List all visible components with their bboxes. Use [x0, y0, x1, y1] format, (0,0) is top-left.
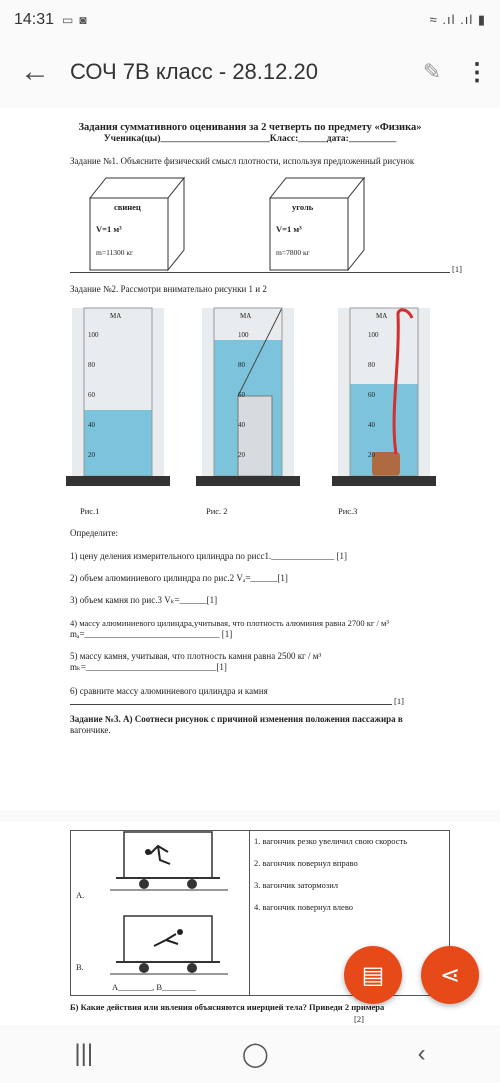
clock: 14:31: [14, 11, 55, 28]
fig1-label: Рис.1: [80, 506, 100, 516]
coal-cube: [266, 174, 366, 274]
cyl1-ma: МА: [110, 312, 122, 320]
cylinders-figure: [62, 304, 462, 492]
share-fab-button[interactable]: [421, 946, 479, 1004]
option-3: 3. вагончик затормозил: [254, 880, 338, 890]
wagons-figure: [110, 828, 228, 978]
task1-text: Задание №1. Объясните физический смысл плотности, используя предложенный рисунок: [70, 156, 415, 166]
option-1: 1. вагончик резко увеличил свою скорость: [254, 836, 408, 846]
document-fab-button[interactable]: [344, 946, 402, 1004]
question-1: 1) цену деления измерительного цилиндра по рисс1.______________ [1]: [70, 551, 347, 561]
cube2-volume: V=1 м³: [276, 224, 302, 234]
question-6: 6) сравните массу алюминиевого цилиндра и камня: [70, 686, 268, 696]
signal-icon: ≈ .ıl .ıl ▮: [429, 12, 486, 27]
cube2-name: уголь: [292, 202, 314, 212]
cyl1-scale: 100 80 60 40 20: [88, 331, 99, 459]
home-icon[interactable]: ◯: [241, 1040, 269, 1068]
question-5: 5) массу камня, учитывая, что плотность камня равна 2500 кг / м³: [70, 651, 322, 661]
fig2-label: Рис. 2: [206, 506, 228, 516]
question-3: 3) объем камня по рис.3 Vₖ=______[1]: [70, 595, 218, 605]
page-title: СОЧ 7В класс - 28.12.20: [70, 59, 318, 84]
share-icon: ⋖: [439, 961, 461, 989]
answer-line: [70, 272, 450, 273]
question-5-answer: mₖ=_____________________________[1]: [70, 662, 227, 672]
edit-pencil-icon[interactable]: ✎: [422, 59, 442, 84]
question-4: 4) массу алюминиевого цилиндра,учитывая, что плотность алюминия равна 2700 кг / м³: [70, 618, 389, 628]
doc-student-line: Ученика(цы)_______________________Класс:______дата:__________: [103, 134, 397, 144]
option-2: 2. вагончик повернул вправо: [254, 858, 358, 868]
option-4: 4. вагончик повернул влево: [254, 902, 354, 912]
question-6-line: [70, 704, 392, 705]
cube1-name: свинец: [114, 202, 141, 212]
status-bar: [0, 0, 500, 40]
lead-cube: [86, 174, 186, 274]
cyl3-scale: 100 80 60 40 20: [368, 331, 379, 459]
camera-icon: ◙: [79, 13, 87, 27]
cube1-mass: m=11300 кг: [96, 248, 134, 257]
question-4-answer: mₐ=______________________________ [1]: [70, 629, 233, 639]
system-nav-bar: [0, 1025, 500, 1083]
cube1-volume: V=1 м³: [96, 224, 122, 234]
cube2-mass: m=7800 кг: [276, 248, 310, 257]
define-label: Определите:: [70, 528, 119, 538]
task-b-mark: [2]: [354, 1014, 364, 1024]
answers-line: A________, B________: [112, 982, 197, 992]
doc-header: Задания суммативного оценивания за 2 четверть по предмету «Физика»: [78, 122, 422, 133]
task3-text-cont: вагончике.: [70, 725, 111, 735]
document-icon: ▤: [361, 961, 385, 989]
label-a: A.: [76, 890, 85, 900]
task1-mark: [1]: [452, 264, 462, 274]
screen-icon: ▭: [62, 13, 74, 27]
task3-text: Задание №3. А) Соотнеси рисунок с причиной изменения положения пассажира в: [70, 714, 403, 724]
document-page-1: [0, 108, 500, 810]
task-b-text: Б) Какие действия или явления объясняются инерцией тела? Приведи 2 примера: [70, 1002, 385, 1012]
fig3-label: Рис.3: [338, 506, 358, 516]
question-6-mark: [1]: [394, 696, 404, 706]
app-bar: [0, 40, 500, 104]
recent-apps-icon[interactable]: |||: [74, 1040, 94, 1067]
back-arrow-icon[interactable]: ←: [20, 55, 50, 88]
task2-text: Задание №2. Рассмотри внимательно рисунки 1 и 2: [70, 284, 267, 294]
cyl3-ma: МА: [376, 312, 388, 320]
more-options-icon[interactable]: ⋮: [465, 58, 489, 86]
cyl2-ma: МА: [240, 312, 252, 320]
document-page-2: [0, 822, 500, 1025]
cyl2-scale: 100 80 60 40 20: [238, 331, 249, 459]
label-b: B.: [76, 962, 84, 972]
back-nav-icon[interactable]: ‹: [417, 1040, 426, 1067]
question-2: 2) объем алюминиевого цилиндра по рис.2 Vₐ=______[1]: [70, 573, 288, 583]
